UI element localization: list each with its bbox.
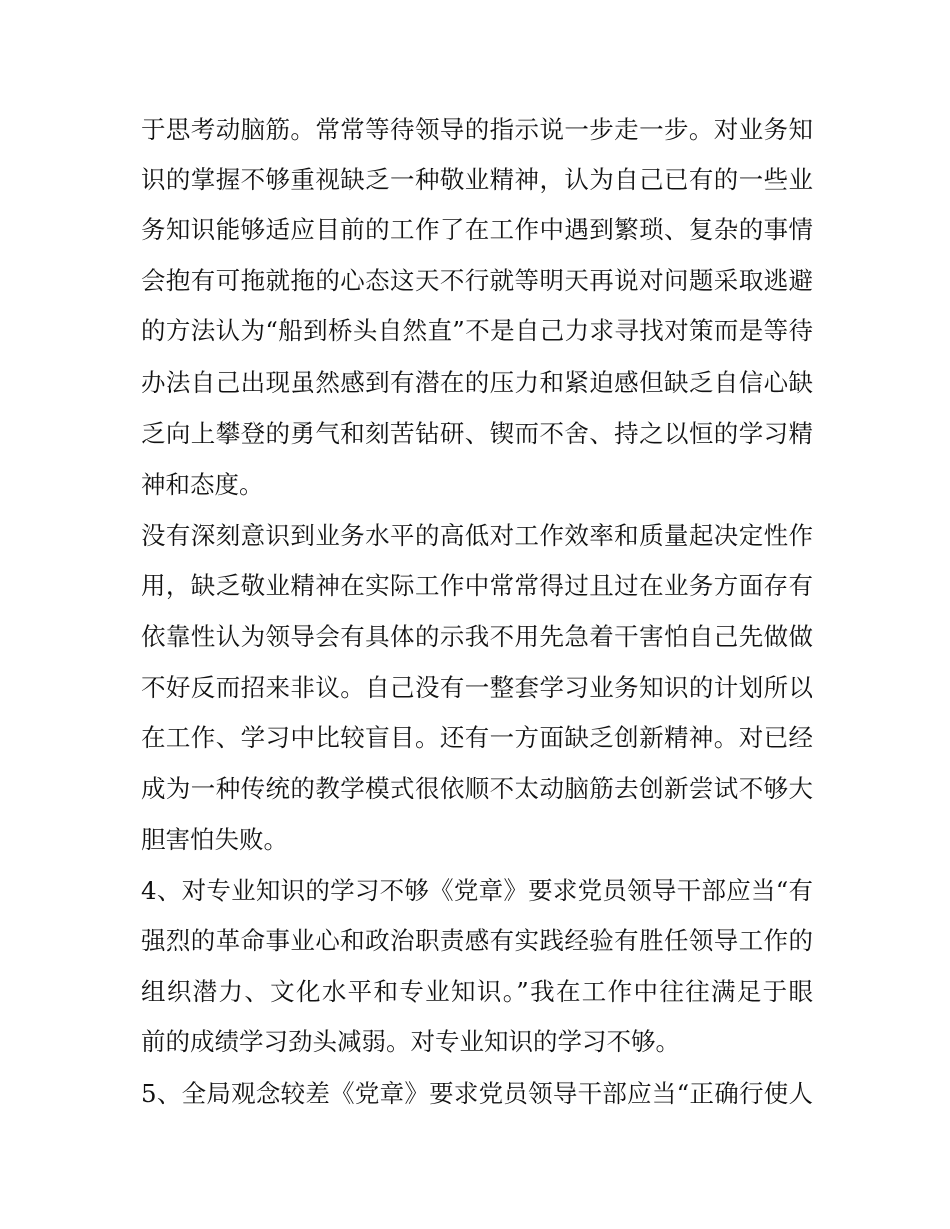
text-line: 办法自己出现虽然感到有潜在的压力和紧迫感但缺乏自信心缺 <box>141 368 813 397</box>
text-line: 于思考动脑筋。常常等待领导的指示说一步走一步。对业务知 <box>141 115 813 144</box>
text-line: 的方法认为“船到桥头自然直”不是自己力求寻找对策而是等待 <box>141 316 813 345</box>
text-line: 没有深刻意识到业务水平的高低对工作效率和质量起决定性作 <box>141 521 813 550</box>
text-line: 识的掌握不够重视缺乏一种敬业精神，认为自己已有的一些业 <box>141 165 813 194</box>
text-line: 会抱有可拖就拖的心态这天不行就等明天再说对问题采取逃避 <box>141 266 813 295</box>
text-line: 乏向上攀登的勇气和刻苦钻研、锲而不舍、持之以恒的学习精 <box>141 419 813 448</box>
text-line: 在工作、学习中比较盲目。还有一方面缺乏创新精神。对已经 <box>141 723 813 752</box>
text-line: 前的成绩学习劲头减弱。对专业知识的学习不够。 <box>141 1027 680 1056</box>
text-line: 4、对专业知识的学习不够《党章》要求党员领导干部应当“有 <box>141 876 813 905</box>
text-line: 神和态度。 <box>141 470 264 499</box>
text-line: 不好反而招来非议。自己没有一整套学习业务知识的计划所以 <box>141 673 813 702</box>
text-line: 5、全局观念较差《党章》要求党员领导干部应当“正确行使人 <box>141 1079 813 1108</box>
text-line: 成为一种传统的教学模式很依顺不太动脑筋去创新尝试不够大 <box>141 774 813 803</box>
text-line: 组织潜力、文化水平和专业知识。”我在工作中往往满足于眼 <box>141 977 813 1006</box>
text-line: 用，缺乏敬业精神在实际工作中常常得过且过在业务方面存有 <box>141 571 813 600</box>
text-line: 强烈的革命事业心和政治职责感有实践经验有胜任领导工作的 <box>141 926 813 955</box>
text-line: 务知识能够适应目前的工作了在工作中遇到繁琐、复杂的事情 <box>141 215 813 244</box>
text-line: 胆害怕失败。 <box>141 825 288 854</box>
text-line: 依靠性认为领导会有具体的示我不用先急着干害怕自己先做做 <box>141 622 813 651</box>
